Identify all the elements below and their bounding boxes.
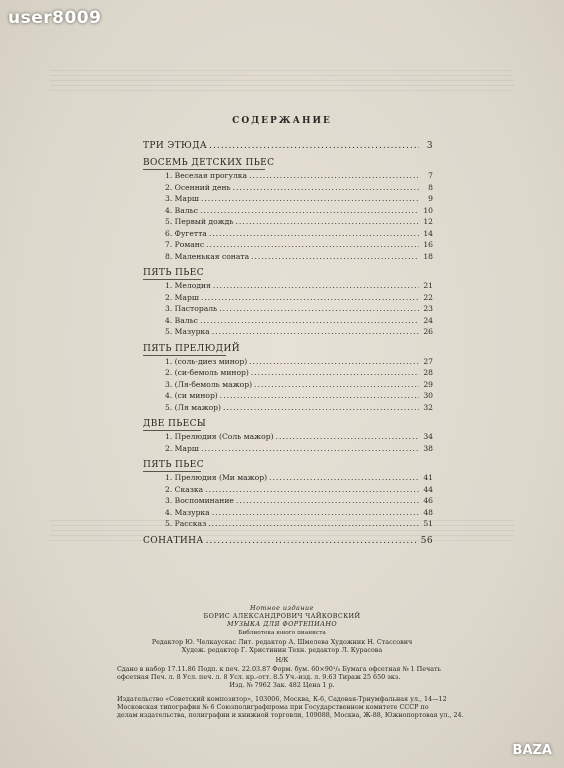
toc-item-label: 4. (си минор) — [165, 391, 218, 400]
toc-item-label: 3. Марш — [165, 194, 199, 203]
page-title: СОДЕРЖАНИЕ — [232, 116, 332, 126]
page-number: 21 — [423, 281, 433, 290]
toc-item-label: 8. Маленькая соната — [165, 251, 250, 261]
leader-dots — [201, 193, 419, 205]
toc-item — [143, 402, 433, 414]
table-of-contents — [143, 140, 433, 547]
leader-dots — [251, 251, 419, 263]
page-number: 56 — [420, 535, 433, 546]
toc-item — [143, 472, 433, 484]
leader-dots — [209, 140, 419, 152]
leader-dots — [200, 315, 419, 327]
toc-section-title — [143, 535, 433, 547]
code: Н/К — [275, 656, 289, 664]
leader-dots — [254, 379, 419, 391]
page-number: 51 — [423, 519, 433, 528]
section-title-text: ДВЕ ПЬЕСЫ — [143, 419, 207, 429]
publisher-line-1: Издательство «Советский композитор», 103006, Москва, К-6, Садовая-Триумфальная ул., 14—12 — [117, 695, 447, 703]
toc-item — [143, 170, 433, 182]
section-title-text: ПЯТЬ ПРЕЛЮДИЙ — [143, 343, 240, 354]
page-number: 7 — [428, 171, 433, 180]
section-title-text: ПЯТЬ ПЬЕС — [143, 268, 205, 278]
print-line-2: офсетная Печ. л. 8 Усл. печ. л. 8 Усл. кр.-отт. 8.5 Уч.-изд. л. 9.63 Тираж 25 650 экз. — [117, 673, 401, 681]
leader-dots — [249, 170, 419, 182]
toc-item-label: 3. (Ля-бемоль мажор) — [165, 379, 253, 389]
page-number: 27 — [423, 356, 433, 366]
toc-item-label: 5. (Ля мажор) — [165, 402, 221, 412]
toc-item-label: 2. Марш — [165, 292, 199, 302]
leader-dots — [220, 390, 419, 402]
section-title-text: ВОСЕМЬ ДЕТСКИХ ПЬЕС — [143, 158, 275, 168]
editors-line-1: Редактор Ю. Челкаускас Лит. редактор А. Шмелева Художник Н. Стассович — [151, 638, 413, 646]
work-title: МУЗЫКА ДЛЯ ФОРТЕПИАНО — [227, 620, 337, 628]
page-number: 38 — [423, 443, 433, 453]
toc-item — [143, 251, 433, 263]
toc-section-title — [143, 157, 433, 169]
leader-dots — [236, 495, 419, 507]
toc-item — [143, 379, 433, 391]
toc-item-label: 4. Вальс — [165, 315, 198, 325]
page-number: 28 — [423, 368, 433, 377]
leader-dots — [200, 205, 419, 217]
edition-type: Нотное издание — [250, 604, 314, 612]
page-number: 29 — [423, 379, 433, 389]
editors-line-2: Худож. редактор Г. Христинин Техн. редактор Л. Курасова — [181, 646, 383, 654]
toc-item-label: 5. Рассказ — [165, 519, 207, 528]
toc-item-label: 2. Марш — [165, 443, 199, 453]
toc-item — [143, 356, 433, 368]
toc-item-label: 2. (си-бемоль минор) — [165, 368, 249, 377]
watermark-username: user8009 — [8, 8, 102, 28]
toc-section-title — [143, 418, 433, 430]
page-number: 44 — [423, 484, 433, 494]
toc-item — [143, 431, 433, 443]
page-number: 16 — [423, 240, 433, 249]
section-title-text: ПЯТЬ ПЬЕС — [143, 460, 205, 470]
leader-dots — [212, 507, 419, 519]
toc-item-label: 2. Сказка — [165, 484, 204, 494]
toc-section-title — [143, 140, 433, 152]
author-name: БОРИС АЛЕКСАНДРОВИЧ ЧАЙКОВСКИЙ — [203, 612, 361, 620]
leader-dots — [205, 484, 419, 496]
toc-section-title — [143, 267, 433, 279]
leader-dots — [233, 182, 419, 194]
page-number: 46 — [423, 496, 433, 505]
toc-item-label: 1. (соль-диез минор) — [165, 356, 248, 366]
page-number: 10 — [423, 205, 433, 215]
page-number: 22 — [423, 292, 433, 302]
toc-item-label: 3. Воспоминание — [165, 496, 234, 505]
series-name: Библиотека юного пианиста — [238, 630, 326, 636]
toc-item — [143, 303, 433, 315]
toc-item — [143, 518, 433, 530]
toc-item-label: 1. Прелюдия (Соль мажор) — [165, 432, 274, 441]
page-number: 32 — [423, 402, 433, 412]
leader-dots — [212, 326, 419, 338]
toc-section-title — [143, 459, 433, 471]
toc-item-label: 6. Фугетта — [165, 228, 207, 238]
toc-item — [143, 228, 433, 240]
toc-item-label: 1. Прелюдия (Ми мажор) — [165, 473, 268, 482]
toc-item-label: 7. Романс — [165, 240, 205, 249]
toc-item-label: 2. Осенний день — [165, 182, 231, 192]
leader-dots — [206, 535, 419, 547]
page-number: 34 — [423, 432, 433, 441]
toc-item — [143, 484, 433, 496]
toc-item — [143, 292, 433, 304]
leader-dots — [206, 239, 419, 251]
toc-item — [143, 390, 433, 402]
page-number: 26 — [423, 327, 433, 336]
print-line-3: Изд. № 7962 Зак. 482 Цена 1 р. — [229, 681, 335, 689]
toc-item-label: 1. Мелодия — [165, 281, 211, 290]
page-number: 23 — [423, 304, 433, 313]
toc-item-label: 1. Веселая прогулка — [165, 171, 248, 180]
page-number: 3 — [426, 141, 433, 151]
toc-section-title — [143, 343, 433, 355]
section-title-text: СОНАТИНА — [143, 535, 204, 546]
leader-dots — [269, 472, 419, 484]
section-title-text: ТРИ ЭТЮДА — [143, 141, 208, 151]
toc-item — [143, 507, 433, 519]
toc-item — [143, 367, 433, 379]
leader-dots — [213, 280, 419, 292]
leader-dots — [276, 431, 419, 443]
toc-item — [143, 443, 433, 455]
page-number: 8 — [428, 182, 433, 192]
toc-item — [143, 315, 433, 327]
toc-item — [143, 193, 433, 205]
page-number: 14 — [423, 228, 433, 238]
toc-item — [143, 495, 433, 507]
leader-dots — [201, 292, 419, 304]
leader-dots — [209, 228, 419, 240]
toc-item — [143, 216, 433, 228]
leader-dots — [235, 216, 419, 228]
publisher-line-2: Московская типография № 6 Союзполиграфпрома при Государственном комитете СССР по — [117, 703, 429, 711]
page-number: 18 — [423, 251, 433, 261]
toc-item-label: 4. Мазурка — [165, 507, 210, 517]
leader-dots — [208, 518, 419, 530]
toc-item — [143, 239, 433, 251]
toc-item-label: 5. Мазурка — [165, 327, 210, 336]
toc-item — [143, 280, 433, 292]
page-number: 12 — [423, 217, 433, 226]
publisher-line-3: делам издательства, полиграфии и книжной торговли, 109088, Москва, Ж-88, Южнопортовая ул., 24. — [117, 711, 464, 719]
leader-dots — [251, 367, 419, 379]
toc-item — [143, 182, 433, 194]
toc-item — [143, 205, 433, 217]
page-number: 41 — [423, 473, 433, 482]
page-number: 24 — [423, 315, 433, 325]
toc-item — [143, 326, 433, 338]
page-number: 48 — [423, 507, 433, 517]
toc-item-label: 3. Пастораль — [165, 304, 218, 313]
leader-dots — [249, 356, 419, 368]
leader-dots — [223, 402, 419, 414]
leader-dots — [219, 303, 419, 315]
toc-item-label: 5. Первый дождь — [165, 217, 234, 226]
page-number: 30 — [423, 391, 433, 400]
print-line-1: Сдано в набор 17.11.86 Подп. к печ. 22.03.87 Форм. бум. 60×90¹/₈ Бумага офсетная № 1 Печать — [117, 665, 442, 673]
site-logo: BAZA — [512, 743, 552, 758]
page-number: 9 — [428, 194, 433, 203]
toc-item-label: 4. Вальс — [165, 205, 198, 215]
leader-dots — [201, 443, 419, 455]
